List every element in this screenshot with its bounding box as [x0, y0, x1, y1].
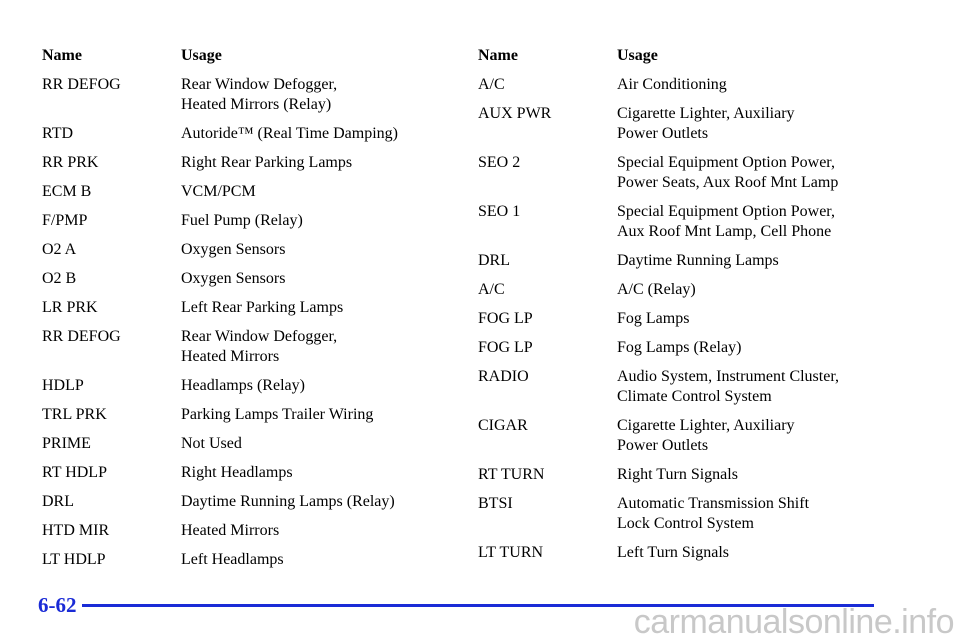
usage-line: Right Rear Parking Lamps — [181, 154, 353, 171]
table-row — [478, 280, 918, 300]
table-row — [42, 211, 442, 231]
table-row — [42, 434, 442, 454]
table-row — [42, 75, 442, 115]
table-row — [478, 494, 918, 534]
right-fuse-table — [478, 46, 918, 572]
fuse-name: F/PMP — [42, 212, 88, 229]
fuse-name: SEO 2 — [478, 154, 521, 171]
usage-line: Right Turn Signals — [617, 466, 738, 483]
fuse-name: TRL PRK — [42, 406, 107, 423]
fuse-usage — [181, 182, 442, 202]
table-row — [478, 202, 918, 242]
fuse-name: A/C — [478, 76, 505, 93]
usage-line: Cigarette Lighter, Auxiliary — [617, 417, 795, 434]
usage-line: Left Turn Signals — [617, 544, 730, 561]
fuse-usage — [181, 269, 442, 289]
fuse-usage — [181, 405, 442, 425]
usage-line: Fog Lamps — [617, 310, 690, 327]
right-table-body — [478, 75, 918, 563]
fuse-usage — [617, 543, 918, 563]
usage-line: Lock Control System — [617, 515, 754, 532]
table-row — [478, 153, 918, 193]
fuse-name: LT HDLP — [42, 551, 106, 568]
fuse-name: FOG LP — [478, 339, 533, 356]
usage-line: Air Conditioning — [617, 76, 727, 93]
usage-line: Cigarette Lighter, Auxiliary — [617, 105, 795, 122]
table-row — [478, 75, 918, 95]
table-row — [478, 543, 918, 563]
fuse-name: LT TURN — [478, 544, 544, 561]
usage-line: Audio System, Instrument Cluster, — [617, 368, 840, 385]
table-row — [42, 550, 442, 570]
fuse-name: SEO 1 — [478, 203, 521, 220]
fuse-usage — [617, 338, 918, 358]
usage-line: Right Headlamps — [181, 464, 293, 481]
fuse-name: LR PRK — [42, 299, 98, 316]
usage-line: Heated Mirrors — [181, 522, 280, 539]
table-row — [478, 367, 918, 407]
fuse-usage — [181, 434, 442, 454]
right-table-header — [478, 46, 918, 66]
table-row — [478, 104, 918, 144]
usage-line: Fog Lamps (Relay) — [617, 339, 742, 356]
fuse-name: BTSI — [478, 495, 513, 512]
fuse-name: DRL — [478, 252, 510, 269]
fuse-usage — [617, 465, 918, 485]
usage-line: Special Equipment Option Power, — [617, 154, 835, 171]
usage-line: Heated Mirrors — [181, 348, 280, 365]
fuse-usage — [181, 240, 442, 260]
fuse-usage — [181, 550, 442, 570]
name-column-header: Name — [478, 47, 518, 64]
fuse-usage — [617, 153, 918, 193]
fuse-usage — [181, 153, 442, 173]
fuse-usage — [617, 75, 918, 95]
usage-line: Heated Mirrors (Relay) — [181, 96, 332, 113]
usage-line: Headlamps (Relay) — [181, 377, 305, 394]
fuse-name: CIGAR — [478, 417, 528, 434]
table-row — [42, 463, 442, 483]
table-row — [42, 376, 442, 396]
usage-line: Climate Control System — [617, 388, 772, 405]
fuse-usage — [617, 251, 918, 271]
usage-line: Automatic Transmission Shift — [617, 495, 810, 512]
fuse-usage — [617, 104, 918, 144]
fuse-usage — [181, 492, 442, 512]
fuse-usage — [181, 521, 442, 541]
usage-line: Daytime Running Lamps (Relay) — [181, 493, 395, 510]
fuse-name: FOG LP — [478, 310, 533, 327]
fuse-name: RR PRK — [42, 154, 99, 171]
table-row — [42, 240, 442, 260]
usage-line: Aux Roof Mnt Lamp, Cell Phone — [617, 223, 832, 240]
usage-line: Left Rear Parking Lamps — [181, 299, 344, 316]
table-row — [42, 153, 442, 173]
usage-line: Power Seats, Aux Roof Mnt Lamp — [617, 174, 839, 191]
usage-line: Rear Window Defogger, — [181, 76, 338, 93]
usage-line: Not Used — [181, 435, 242, 452]
fuse-name: ECM B — [42, 183, 92, 200]
table-row — [42, 298, 442, 318]
fuse-usage — [181, 376, 442, 396]
usage-line: Oxygen Sensors — [181, 270, 286, 287]
usage-line: Rear Window Defogger, — [181, 328, 338, 345]
usage-line: Power Outlets — [617, 125, 709, 142]
table-row — [42, 521, 442, 541]
usage-line: Parking Lamps Trailer Wiring — [181, 406, 374, 423]
fuse-usage — [181, 327, 442, 367]
fuse-usage — [181, 211, 442, 231]
fuse-usage — [181, 463, 442, 483]
fuse-name: RT TURN — [478, 466, 545, 483]
fuse-name: RR DEFOG — [42, 328, 121, 345]
fuse-usage — [617, 202, 918, 242]
fuse-usage — [181, 75, 442, 115]
usage-line: VCM/PCM — [181, 183, 256, 200]
table-row — [478, 416, 918, 456]
fuse-name: RT HDLP — [42, 464, 107, 481]
fuse-usage — [617, 494, 918, 534]
fuse-name: A/C — [478, 281, 505, 298]
table-row — [478, 465, 918, 485]
table-row — [42, 327, 442, 367]
fuse-usage — [617, 309, 918, 329]
usage-line: Left Headlamps — [181, 551, 284, 568]
usage-line: A/C (Relay) — [617, 281, 696, 298]
usage-line: Daytime Running Lamps — [617, 252, 779, 269]
left-fuse-table — [42, 46, 442, 579]
table-row — [42, 182, 442, 202]
table-row — [478, 309, 918, 329]
fuse-name: RR DEFOG — [42, 76, 121, 93]
fuse-name: PRIME — [42, 435, 91, 452]
table-row — [42, 269, 442, 289]
left-table-header — [42, 46, 442, 66]
fuse-name: RTD — [42, 125, 74, 142]
fuse-name: O2 A — [42, 241, 77, 258]
usage-line: Oxygen Sensors — [181, 241, 286, 258]
left-table-body — [42, 75, 442, 570]
fuse-usage — [181, 124, 442, 144]
table-row — [478, 251, 918, 271]
fuse-name: RADIO — [478, 368, 529, 385]
usage-line: Power Outlets — [617, 437, 709, 454]
usage-line: Autoride™ (Real Time Damping) — [181, 125, 398, 142]
table-row — [42, 405, 442, 425]
fuse-name: AUX PWR — [478, 105, 552, 122]
table-row — [42, 124, 442, 144]
fuse-name: O2 B — [42, 270, 77, 287]
page-number: 6-62 — [38, 593, 77, 617]
fuse-usage — [617, 280, 918, 300]
site-watermark: carmanualsonline.info — [633, 603, 954, 641]
fuse-name: HTD MIR — [42, 522, 110, 539]
usage-column-header: Usage — [617, 47, 658, 64]
fuse-usage — [181, 298, 442, 318]
usage-line: Fuel Pump (Relay) — [181, 212, 303, 229]
table-row — [478, 338, 918, 358]
usage-line: Special Equipment Option Power, — [617, 203, 835, 220]
name-column-header: Name — [42, 47, 82, 64]
table-row — [42, 492, 442, 512]
fuse-name: DRL — [42, 493, 74, 510]
fuse-name: HDLP — [42, 377, 84, 394]
usage-column-header: Usage — [181, 47, 222, 64]
fuse-usage — [617, 416, 918, 456]
fuse-usage — [617, 367, 918, 407]
